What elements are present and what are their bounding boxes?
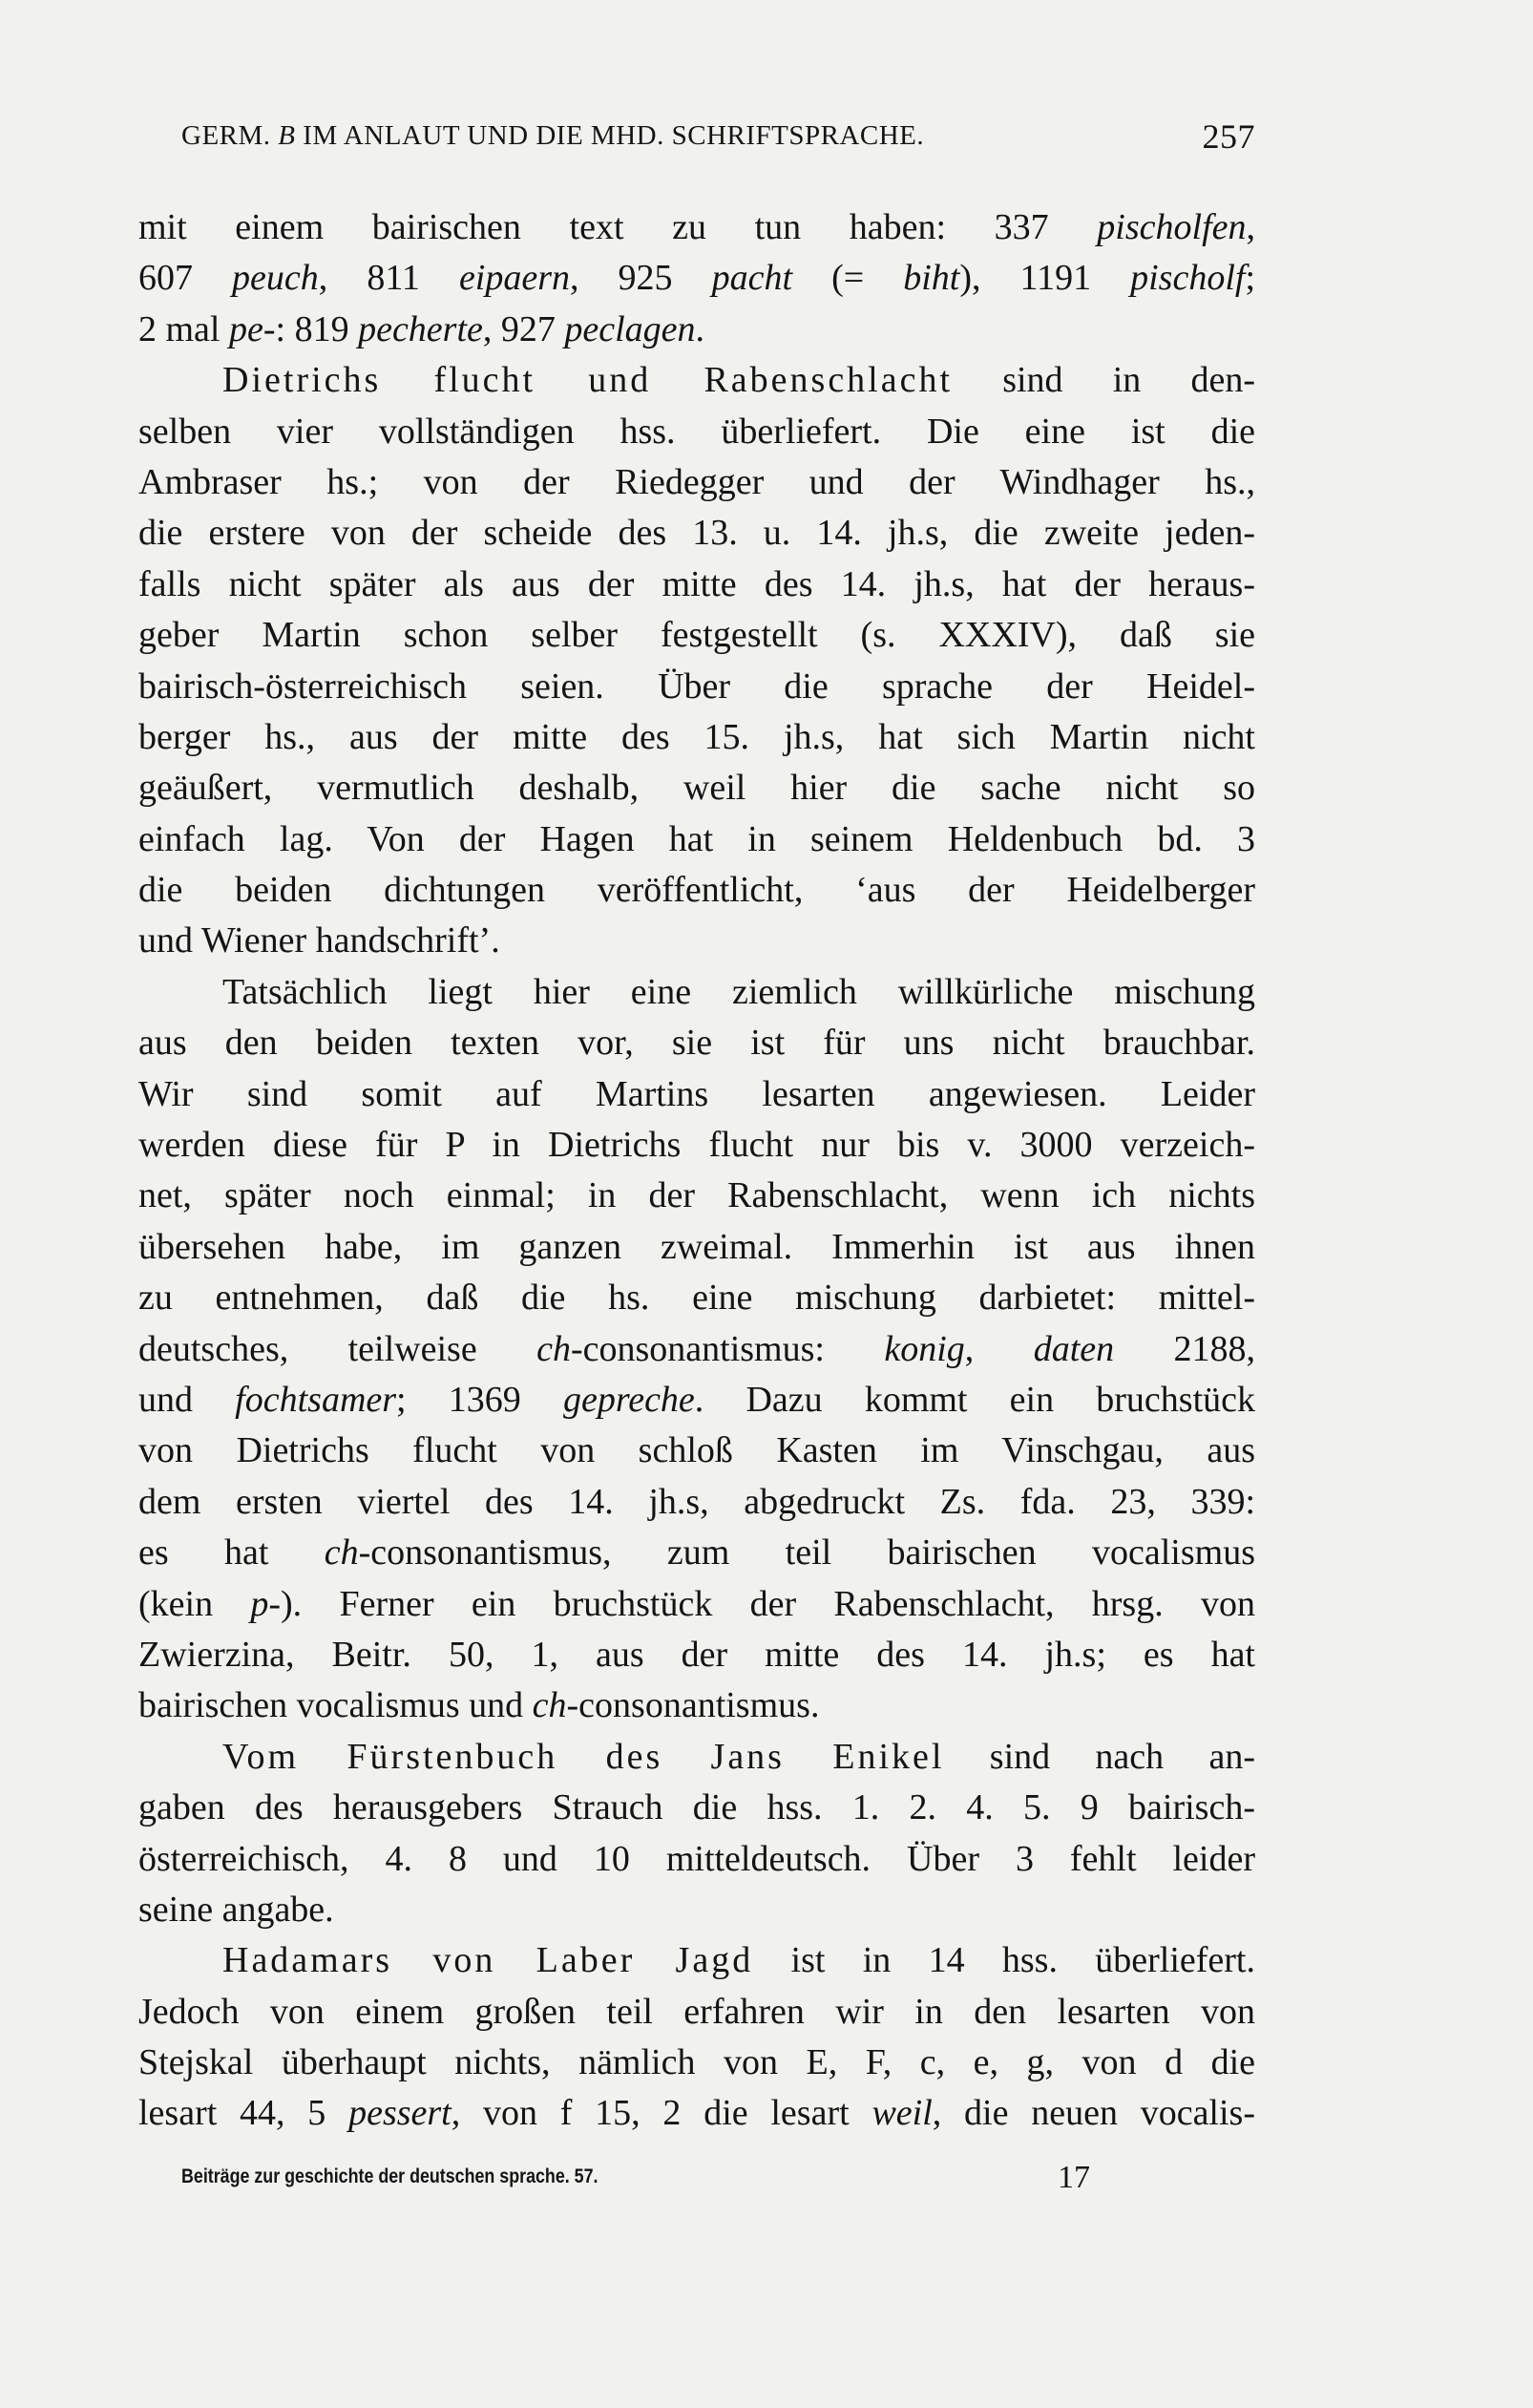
text-run: und Wiener handschrift’. — [138, 920, 500, 961]
text-line — [138, 1375, 1255, 1426]
text-run: von Dietrichs flucht von schloß Kasten im Vinschgau, aus — [138, 1430, 1255, 1471]
italic-word: pacht — [711, 258, 793, 299]
text-run: es hat — [138, 1532, 325, 1574]
text-line — [138, 1732, 1255, 1783]
italic-word: p — [250, 1583, 269, 1624]
text-line — [138, 662, 1255, 712]
italic-word: weil — [872, 2093, 933, 2134]
page-number: 257 — [1202, 117, 1255, 156]
italic-word: pischolf — [1130, 258, 1246, 299]
italic-word: pe- — [228, 308, 276, 349]
text-line — [138, 712, 1255, 763]
text-run: Ambraser hs.; von der Riedegger und der Windhager hs., — [138, 461, 1255, 502]
text-run: -). Ferner ein bruchstück der Rabenschlacht, hrsg. von — [268, 1583, 1255, 1624]
text-line — [138, 457, 1255, 508]
text-run: Stejskal überhaupt nichts, nämlich von E, F, c, e, g, von d die — [138, 2042, 1255, 2083]
text-run: ; 1369 — [396, 1379, 563, 1420]
text-run: -consonantismus: — [570, 1328, 885, 1369]
text-line — [138, 763, 1255, 813]
spaced-title: Dietrichs flucht und Rabenschlacht — [222, 360, 954, 401]
italic-word: gepreche — [562, 1379, 695, 1420]
text-line — [138, 1834, 1255, 1885]
text-run: einfach lag. Von der Hagen hat in seinem Heldenbuch bd. 3 — [138, 818, 1255, 859]
text-line — [138, 1222, 1255, 1273]
text-line — [138, 1069, 1255, 1120]
text-run: , 811 — [318, 258, 459, 299]
text-run: berger hs., aus der mitte des 15. jh.s, hat sich Martin nicht — [138, 716, 1255, 757]
text-run: lesart 44, 5 — [138, 2093, 349, 2134]
text-run: österreichisch, 4. 8 und 10 mitteldeutsch. Über 3 fehlt leider — [138, 1838, 1255, 1879]
text-run: Zwierzina, Beitr. 50, 1, aus der mitte des 14. jh.s; es hat — [138, 1634, 1255, 1675]
text-run: sind in den- — [953, 360, 1255, 401]
text-run: , 927 — [482, 308, 565, 349]
text-run: -consonantismus, zum teil bairischen vocalismus — [358, 1532, 1255, 1574]
italic-word: pecherte — [358, 308, 483, 349]
text-run: falls nicht später als aus der mitte des 14. jh.s, hat der heraus- — [138, 563, 1255, 604]
text-line — [138, 1528, 1255, 1578]
text-run: selben vier vollständigen hss. überliefert. Die eine ist die — [138, 411, 1255, 452]
text-line — [138, 1630, 1255, 1680]
text-run: 2188, — [1114, 1328, 1256, 1369]
text-run: , — [1246, 207, 1255, 247]
italic-word: pessert — [348, 2093, 452, 2134]
text-run: 607 — [138, 258, 233, 299]
text-run: geber Martin schon selber festgestellt (s. XXXIV), daß sie — [138, 615, 1255, 656]
text-line — [138, 916, 1255, 966]
text-run: bairischen vocalismus und — [138, 1685, 533, 1726]
text-run: die erstere von der scheide des 13. u. 14. jh.s, die zweite jeden- — [138, 513, 1255, 554]
text-run: . — [695, 308, 705, 349]
text-run: , von f 15, 2 die lesart — [451, 2093, 872, 2134]
italic-word: ch — [532, 1685, 567, 1726]
text-line — [138, 610, 1255, 661]
text-run: (kein — [138, 1583, 251, 1624]
text-run: deutsches, teilweise — [138, 1328, 537, 1369]
italic-letter: B — [278, 120, 296, 151]
italic-word: pischolfen — [1097, 207, 1247, 247]
text-run: ist in 14 hss. überliefert. — [753, 1940, 1255, 1981]
italic-word: ch — [536, 1328, 571, 1369]
text-run: ), 1191 — [959, 258, 1131, 299]
text-run: , — [964, 1328, 1034, 1369]
text-run: aus den beiden texten vor, sie ist für uns nicht brauchbar. — [138, 1023, 1255, 1064]
journal-title: Beiträge zur geschichte der deutschen sprache. 57. — [181, 2165, 598, 2187]
text-run: 2 mal — [138, 308, 229, 349]
text-line — [138, 407, 1255, 457]
text-run: (= — [792, 258, 904, 299]
text-run: . Dazu kommt ein bruchstück — [694, 1379, 1255, 1420]
text-line — [138, 202, 1255, 253]
spaced-title: Vom Fürstenbuch des Jans Enikel — [222, 1736, 945, 1777]
italic-word: biht — [903, 258, 960, 299]
text-line — [138, 1018, 1255, 1068]
text-run: Wir sind somit auf Martins lesarten angewiesen. Leider — [138, 1073, 1255, 1114]
text-run: dem ersten viertel des 14. jh.s, abgedruckt Zs. fda. 23, 339: — [138, 1481, 1255, 1522]
italic-word: konig — [884, 1328, 965, 1369]
text-line — [138, 1120, 1255, 1171]
text-line — [138, 814, 1255, 865]
italic-word: fochtsamer — [235, 1379, 397, 1420]
italic-word: peuch — [232, 258, 319, 299]
signature-mark: 17 — [1058, 2160, 1090, 2195]
text-line — [138, 2038, 1255, 2088]
spaced-title: Hadamars von Laber Jagd — [222, 1940, 754, 1981]
text-run: ; — [1245, 258, 1256, 299]
text-line — [138, 1987, 1255, 2038]
text-line — [138, 1680, 1255, 1731]
italic-word: eipaern — [458, 258, 571, 299]
text-line — [138, 2088, 1255, 2139]
text-line — [138, 1885, 1255, 1935]
text-line — [138, 865, 1255, 916]
text-run: übersehen habe, im ganzen zweimal. Immerhin ist aus ihnen — [138, 1226, 1255, 1267]
text-line — [138, 1273, 1255, 1323]
text-run: zu entnehmen, daß die hs. eine mischung darbietet: mittel- — [138, 1278, 1255, 1319]
text-run: , die neuen vocalis- — [932, 2093, 1255, 2134]
running-title: GERM. B IM ANLAUT UND DIE MHD. SCHRIFTSPRACHE. — [181, 120, 925, 151]
text-run: net, später noch einmal; in der Rabenschlacht, wenn ich nichts — [138, 1175, 1255, 1216]
text-line — [138, 967, 1255, 1018]
text-line — [138, 305, 1255, 355]
text-run: bairisch-österreichisch seien. Über die sprache der Heidel- — [138, 665, 1255, 707]
text-run: seine angabe. — [138, 1889, 334, 1930]
text-run: und — [138, 1379, 236, 1420]
text-line — [138, 355, 1255, 406]
text-line — [138, 1171, 1255, 1221]
text-line — [138, 253, 1255, 304]
text-run: , 925 — [570, 258, 712, 299]
text-line — [138, 1477, 1255, 1528]
text-run: die beiden dichtungen veröffentlicht, ‘aus der Heidelberger — [138, 870, 1255, 911]
italic-word: ch — [324, 1532, 359, 1574]
text-line — [138, 1935, 1255, 1986]
text-run: -consonantismus. — [566, 1685, 820, 1726]
text-line — [138, 1324, 1255, 1375]
text-line — [138, 1579, 1255, 1630]
page-footer — [181, 2160, 1136, 2198]
text-line — [138, 560, 1255, 610]
italic-word: peclagen — [564, 308, 696, 349]
text-run: sind nach an- — [944, 1736, 1255, 1777]
running-header — [181, 117, 1255, 158]
text-line — [138, 1426, 1255, 1476]
text-run: : 819 — [275, 308, 359, 349]
text-run: mit einem bairischen text zu tun haben: 337 — [138, 207, 1098, 247]
text-run: Tatsächlich liegt hier eine ziemlich willkürliche mischung — [222, 971, 1255, 1012]
body-text — [138, 202, 1255, 2140]
italic-word: daten — [1033, 1328, 1115, 1369]
text-run: werden diese für P in Dietrichs flucht nur bis v. 3000 verzeich- — [138, 1125, 1255, 1166]
text-run: Jedoch von einem großen teil erfahren wir in den lesarten von — [138, 1991, 1255, 2032]
text-line — [138, 508, 1255, 559]
text-line — [138, 1783, 1255, 1833]
text-run: geäußert, vermutlich deshalb, weil hier die sache nicht so — [138, 768, 1255, 809]
text-run: gaben des herausgebers Strauch die hss. 1. 2. 4. 5. 9 bairisch- — [138, 1787, 1255, 1828]
